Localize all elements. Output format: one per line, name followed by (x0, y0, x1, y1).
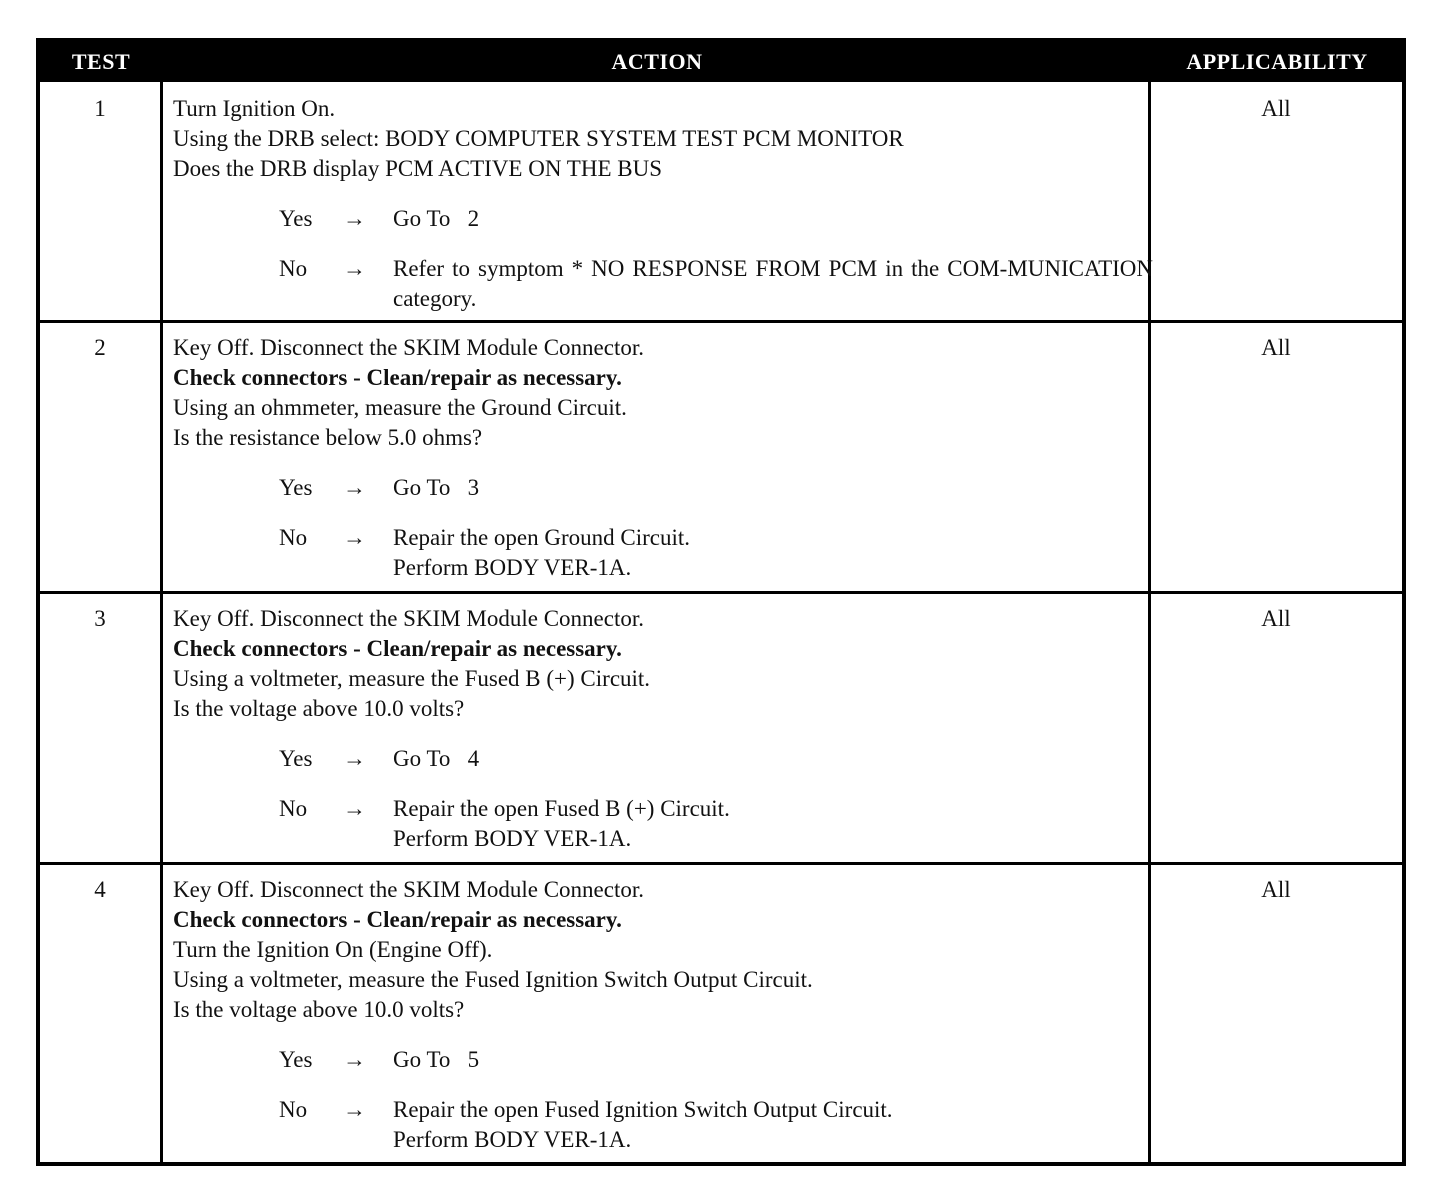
table-row (40, 323, 1402, 591)
no-result-line: Repair the open Fused B (+) Circuit. (393, 796, 730, 821)
no-result (393, 523, 1153, 583)
table-row (40, 84, 1402, 320)
arrow-icon: → (343, 796, 366, 821)
no-result-line: Perform BODY VER-1A. (393, 1127, 632, 1152)
arrow-icon: → (343, 256, 366, 281)
applicability-cell: All (1261, 877, 1291, 902)
yes-branch (173, 744, 1143, 774)
action-cell (173, 94, 1153, 314)
action-line: Using the DRB select: BODY COMPUTER SYSTEM TEST PCM MONITOR (173, 126, 904, 151)
action-line: Is the resistance below 5.0 ohms? (173, 425, 483, 450)
yes-branch (173, 1045, 1143, 1075)
action-cell (173, 333, 1143, 583)
table-header (40, 42, 1402, 82)
no-result: Refer to symptom * NO RESPONSE FROM PCM in the COM-MUNICATION category. (393, 256, 1153, 311)
action-line: Key Off. Disconnect the SKIM Module Connector. (173, 335, 644, 360)
yes-branch (173, 473, 1143, 503)
table-row (40, 865, 1402, 1162)
yes-label: Yes (279, 1047, 313, 1072)
test-number: 4 (94, 877, 106, 902)
header-test: TEST (71, 49, 131, 74)
action-line-bold: Check connectors - Clean/repair as necessary. (173, 636, 622, 661)
arrow-icon: → (343, 1097, 366, 1122)
no-branch (173, 523, 1143, 583)
arrow-icon: → (343, 1047, 366, 1072)
arrow-icon: → (343, 206, 366, 231)
yes-result: Go To 2 (393, 206, 480, 231)
no-label: No (279, 1097, 308, 1122)
action-cell (173, 604, 1143, 854)
action-line: Key Off. Disconnect the SKIM Module Connector. (173, 877, 644, 902)
action-line: Is the voltage above 10.0 volts? (173, 997, 465, 1022)
action-line-bold: Check connectors - Clean/repair as necessary. (173, 907, 622, 932)
no-label: No (279, 256, 308, 281)
action-line: Turn Ignition On. (173, 96, 336, 121)
no-result-line: Repair the open Ground Circuit. (393, 525, 691, 550)
yes-result: Go To 5 (393, 1047, 480, 1072)
no-result-line: Perform BODY VER-1A. (393, 555, 632, 580)
no-branch (173, 1095, 1143, 1155)
no-branch (173, 254, 1153, 314)
test-number: 3 (94, 606, 106, 631)
no-result (393, 1095, 1153, 1155)
action-line: Is the voltage above 10.0 volts? (173, 696, 465, 721)
yes-label: Yes (279, 475, 313, 500)
no-result-line: Repair the open Fused Ignition Switch Output Circuit. (393, 1097, 893, 1122)
test-number: 1 (94, 96, 106, 121)
yes-label: Yes (279, 206, 313, 231)
header-applicability: APPLICABILITY (1186, 49, 1368, 74)
table-row (40, 594, 1402, 862)
action-cell (173, 875, 1143, 1155)
applicability-cell: All (1261, 96, 1291, 121)
diagnostic-table (36, 38, 1406, 1166)
yes-branch (173, 204, 1143, 234)
yes-result: Go To 4 (393, 746, 480, 771)
arrow-icon: → (343, 525, 366, 550)
action-line: Using an ohmmeter, measure the Ground Circuit. (173, 395, 627, 420)
test-number: 2 (94, 335, 106, 360)
header-action: ACTION (611, 49, 703, 74)
arrow-icon: → (343, 746, 366, 771)
action-line: Key Off. Disconnect the SKIM Module Connector. (173, 606, 644, 631)
yes-label: Yes (279, 746, 313, 771)
applicability-cell: All (1261, 335, 1291, 360)
no-result-line: Perform BODY VER-1A. (393, 826, 632, 851)
action-line: Does the DRB display PCM ACTIVE ON THE BUS (173, 156, 662, 181)
action-line: Using a voltmeter, measure the Fused Ignition Switch Output Circuit. (173, 967, 813, 992)
no-branch (173, 794, 1143, 854)
action-line: Using a voltmeter, measure the Fused B (+) Circuit. (173, 666, 651, 691)
no-result (393, 794, 1153, 854)
applicability-cell: All (1261, 606, 1291, 631)
action-line: Turn the Ignition On (Engine Off). (173, 937, 493, 962)
action-line-bold: Check connectors - Clean/repair as necessary. (173, 365, 622, 390)
no-label: No (279, 796, 308, 821)
no-label: No (279, 525, 308, 550)
yes-result: Go To 3 (393, 475, 480, 500)
arrow-icon: → (343, 475, 366, 500)
